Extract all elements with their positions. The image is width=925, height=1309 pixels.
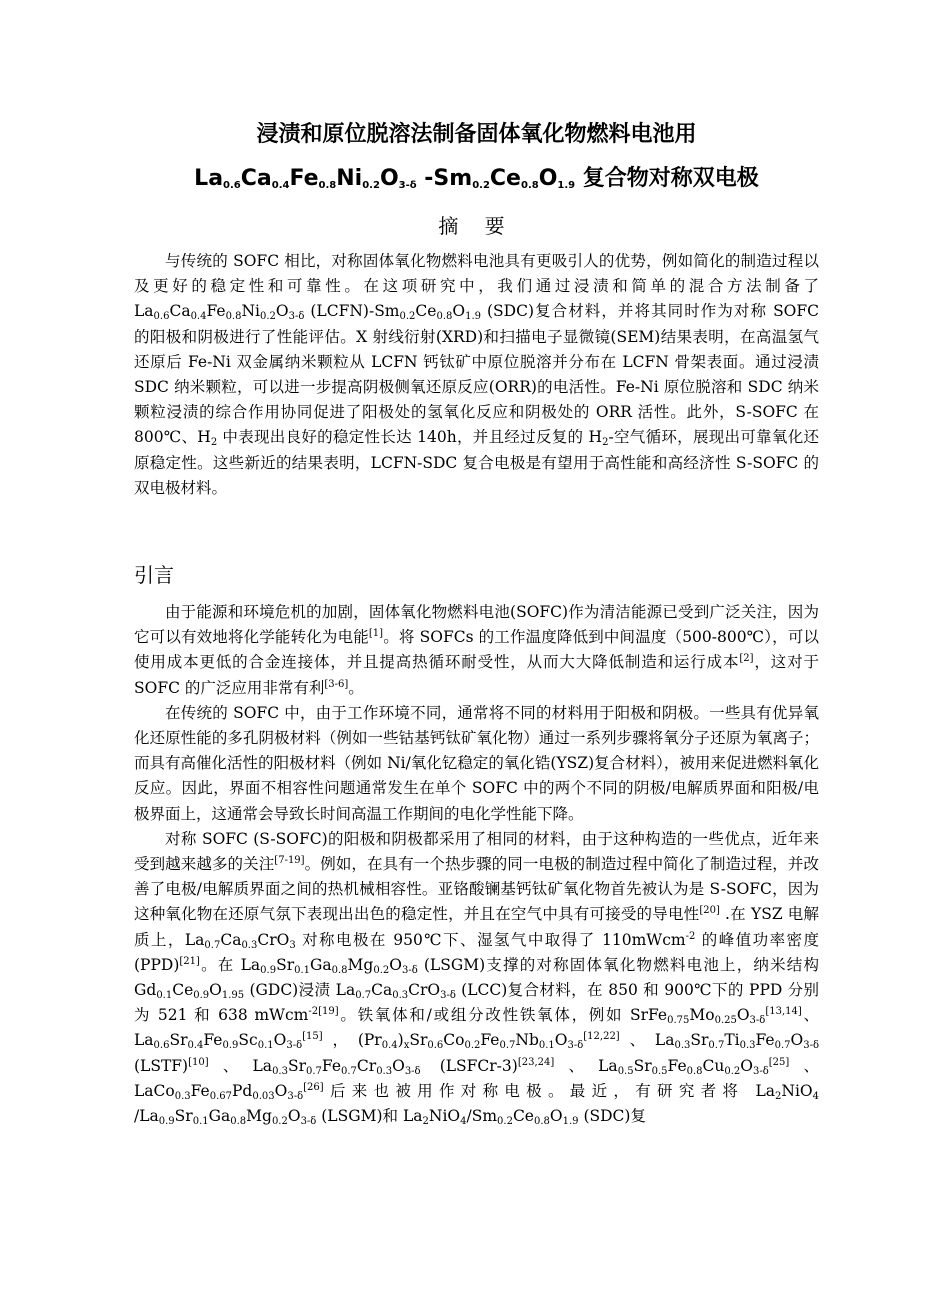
intro-paragraph-1: 由于能源和环境危机的加剧，固体氧化物燃料电池(SOFC)作为清洁能源已受到广泛关注，因为它可以有效地将化学能转化为电能[1]。将 SOFCs 的工作温度降低到中间温度（500-800℃），可以使用成本更低的合金连接体，并且提高热循环耐受性，从而大大降低制造和运行成本[2]，这对于 SOFC 的广泛应用非常有利[3-6]。: [134, 603, 819, 697]
paper-title-line1: 浸渍和原位脱溶法制备固体氧化物燃料电池用: [256, 122, 697, 147]
paper-title-line2: $La_{0.6}Ca_{0.4}Fe_{0.8}Ni_{0.2}O_{3-\delta}$ $-Sm_{0.2}Ce_{0.8}O_{1.9}$ 复合物对称双电极: [194, 166, 759, 191]
intro-paragraph-3: 对称 SOFC (S-SOFC)的阳极和阴极都采用了相同的材料，由于这种构造的一些优点，近年来受到越来越多的关注[7-19]。例如，在具有一个热步骤的同一电极的制造过程中简化了制造过程，并改善了电极/电解质界面之间的热机械相容性。亚铬酸镧基钙钛矿氧化物首先被认为是 S-SOFC，因为这种氧化物在还原气氛下表现出出色的稳定性，并且在空气中具有可接受的导电性[20] .在 YSZ 电解质上，$La_{0.7}Ca_{0.3}CrO_3$ 对称电极在 950℃下、湿氢气中取得了 110mWcm$^{-2}$ 的峰值功率密度(PPD)[21]。在 $La_{0.9}Sr_{0.1}Ga_{0.8}Mg_{0.2}O_{3-\delta}$ (LSGM)支撑的对称固体氧化物燃料电池上，纳米结构 $Gd_{0.1}Ce_{0.9}O_{1.95}$ (GDC)浸渍 $La_{0.7}Ca_{0.3}CrO_{3-\delta}$ (LCC)复合材料，在 850 和 900℃下的 PPD 分别为 521 和 638 mWcm$^{-2[19]}$。铁氧体和/或组分改性铁氧体，例如 $SrFe_{0.75}Mo_{0.25}O_{3-\delta}[13,14]$、$La_{0.6}Sr_{0.4}Fe_{0.9}Sc_{0.1}O_{3-\delta}[15]$，$(Pr_{0.4})_xSr_{0.6}Co_{0.2}Fe_{0.7}Nb_{0.1}O_{3-\delta}[12,22]$、$La_{0.3}Sr_{0.7}Ti_{0.3}Fe_{0.7}O_{3-\delta}$ (LSTF)[10]、$La_{0.3}Sr_{0.7}Fe_{0.7}Cr_{0.3}O_{3-\delta}$ (LSFCr-3)[23,24]、$La_{0.5}Sr_{0.5}Fe_{0.8}Cu_{0.2}O_{3-\delta}[25]$、$LaCo_{0.3}Fe_{0.67}Pd_{0.03}O_{3-\delta}[26]$后来也被用作对称电极。最近，有研究者将 $La_2NiO_4$ $/La_{0.9}Sr_{0.1}Ga_{0.8}Mg_{0.2}O_{3-\delta}$ (LSGM)和 $La_2NiO_4/Sm_{0.2}Ce_{0.8}O_{1.9}$ (SDC)复: [134, 829, 819, 1128]
abstract-paragraph: 与传统的 SOFC 相比，对称固体氧化物燃料电池具有更吸引人的优势，例如简化的制造过程以及更好的稳定性和可靠性。在这项研究中，我们通过浸渍和简单的混合方法制备了 $La_{0.6}Ca_{0.4}Fe_{0.8}Ni_{0.2}O_{3-\delta}$ $(LCFN)-Sm_{0.2}Ce_{0.8}O_{1.9}$ (SDC)复合材料，并将其同时作为对称 SOFC 的阳极和阴极进行了性能评估。X 射线衍射(XRD)和扫描电子显微镜(SEM)结果表明，在高温氢气还原后 Fe-Ni 双金属纳米颗粒从 LCFN 钙钛矿中原位脱溶并分布在 LCFN 骨架表面。通过浸渍 SDC 纳米颗粒，可以进一步提高阴极侧氧还原反应(ORR)的电活性。Fe-Ni 原位脱溶和 SDC 纳米颗粒浸渍的综合作用协同促进了阳极处的氢氧化反应和阴极处的 ORR 活性。此外，S-SOFC 在 800℃、$H_2$ 中表现出良好的稳定性长达 140h，并且经过反复的 $H_2-$空气循环，展现出可靠氧化还原稳定性。这些新近的结果表明，LCFN-SDC 复合电极是有望用于高性能和高经济性 S-SOFC 的双电极材料。: [134, 252, 820, 497]
abstract-heading: 摘 要: [438, 214, 515, 238]
intro-paragraph-2: 在传统的 SOFC 中，由于工作环境不同，通常将不同的材料用于阳极和阴极。一些具有优异氧化还原性能的多孔阴极材料（例如一些钴基钙钛矿氧化物）通过一系列步骤将氧分子还原为氧离子；而具有高催化活性的阳极材料（例如 Ni/氧化钇稳定的氧化锆(YSZ)复合材料），被用来促进燃料氧化反应。因此，界面不相容性问题通常发生在单个 SOFC 中的两个不同的阴极/电解质界面和阳极/电极界面上，这通常会导致长时间高温工作期间的电化学性能下降。: [134, 703, 819, 823]
section-heading-introduction: 引言: [134, 563, 174, 588]
